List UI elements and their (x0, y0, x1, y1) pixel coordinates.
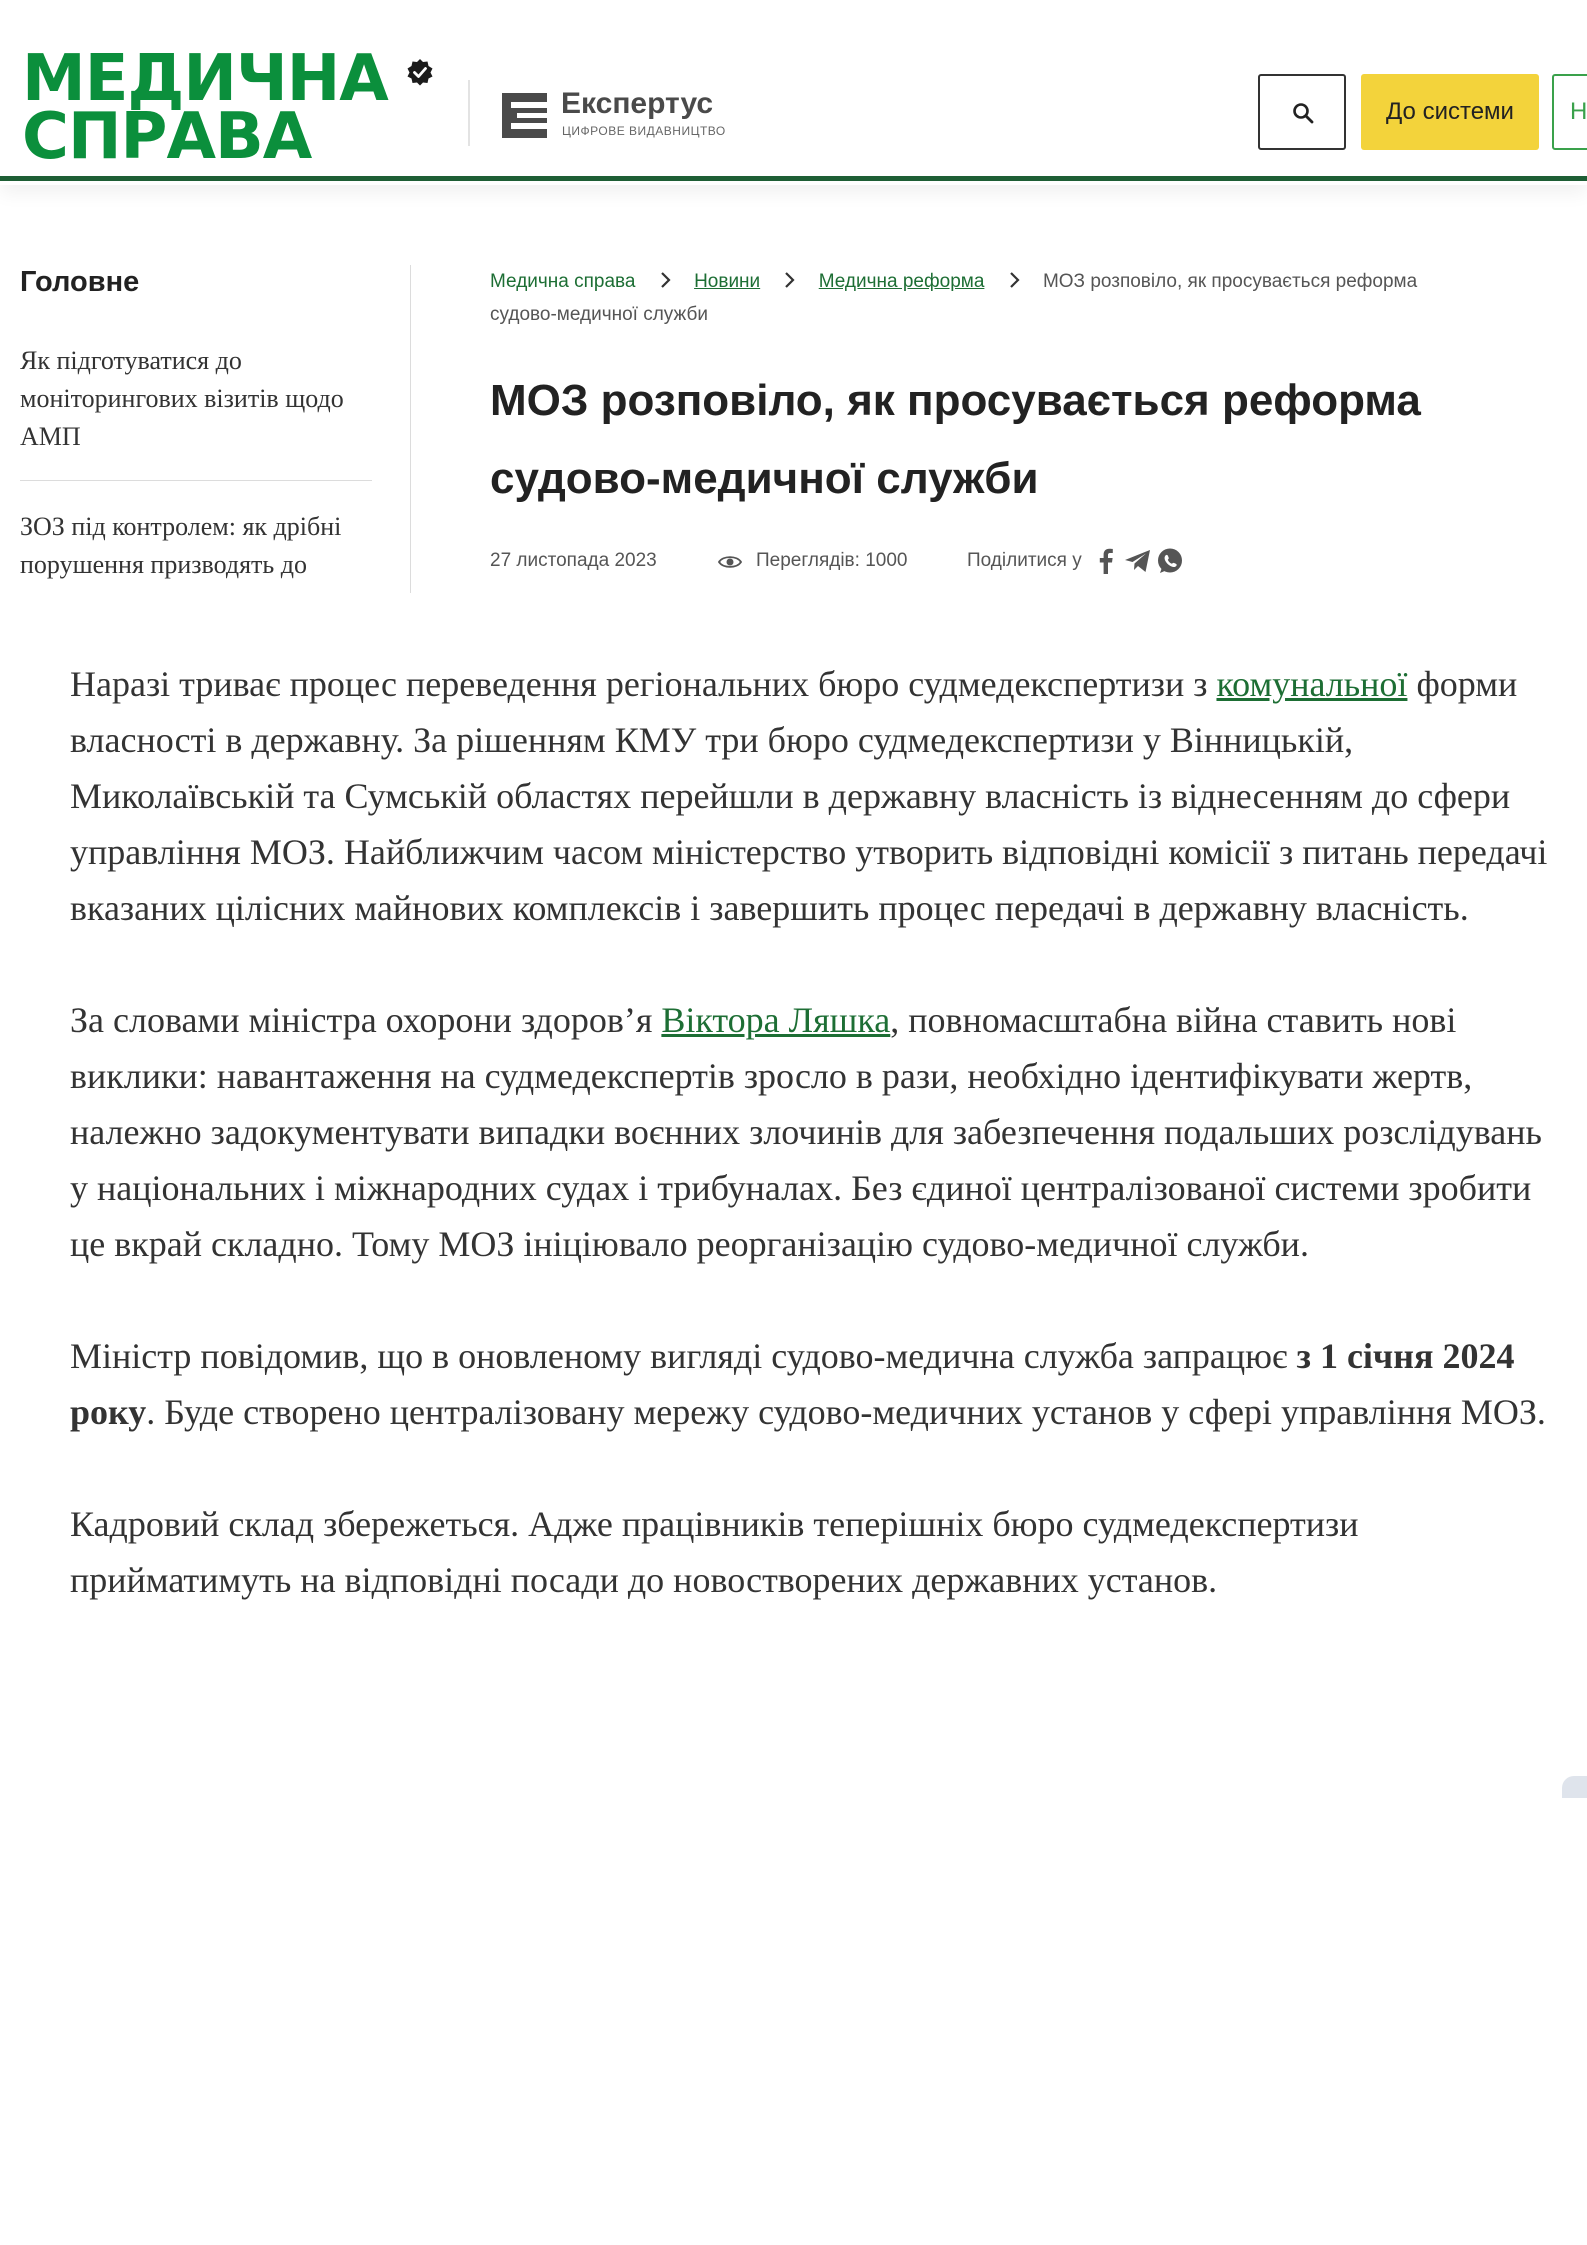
logo-line-2: СПРАВА (22, 100, 312, 174)
search-button[interactable] (1258, 74, 1346, 150)
paragraph-text: . Буде створено централізовану мережу судово-медичних установ у сфері управління МОЗ. (146, 1392, 1546, 1432)
paragraph-text: За словами міністра охорони здоров’я (70, 1000, 662, 1040)
link-komunalnoi[interactable]: комунальної (1216, 664, 1408, 704)
article-paragraph (70, 656, 1560, 936)
link-viktor-liashko[interactable]: Віктора Ляшка (661, 1000, 891, 1040)
breadcrumb-item-current: МОЗ розповіло, як просувається реформа судово-медичної служби (490, 271, 1418, 325)
breadcrumb-item-medical-reform[interactable]: Медична реформа (818, 271, 985, 292)
expertus-logo-icon[interactable] (502, 93, 547, 138)
publisher-subtitle: ЦИФРОВЕ ВИДАВНИЦТВО (562, 124, 726, 138)
sidebar-divider (20, 480, 372, 481)
article-paragraph (70, 992, 1560, 1272)
verified-icon (406, 58, 434, 86)
viber-icon[interactable] (1156, 547, 1184, 575)
sidebar-item[interactable]: Як підготуватися до моніторингових візитів щодо АМП (20, 346, 344, 451)
sidebar-vertical-divider (410, 265, 411, 593)
site-header (0, 0, 1587, 185)
telegram-icon[interactable] (1124, 548, 1152, 574)
views-count: Переглядів: 1000 (756, 550, 908, 571)
article-date: 27 листопада 2023 (490, 550, 657, 571)
header-divider (468, 80, 470, 146)
to-system-button[interactable]: До системи (1361, 74, 1539, 150)
bold-date: з 1 січня 2024 року (70, 1336, 1515, 1432)
article-paragraph: Кадровий склад збережеться. Адже працівників теперішніх бюро судмедекспертизи прийматимуть на відповідні посади до новостворених державних установ. (70, 1504, 1359, 1600)
sidebar-item[interactable]: ЗОЗ під контролем: як дрібні порушення призводять до (20, 512, 342, 579)
header-bottom-line (0, 176, 1587, 181)
page-title: МОЗ розповіло, як просувається реформа судово-медичної служби (490, 376, 1421, 503)
breadcrumb (490, 265, 1460, 331)
site-logo[interactable] (22, 42, 442, 174)
paragraph-text: Наразі триває процес переведення регіональних бюро судмедекспертизи з (70, 664, 1217, 704)
chevron-right-icon (1004, 272, 1026, 288)
share-label: Поділитися у (967, 550, 1082, 571)
article-body (70, 656, 1560, 1664)
partial-header-button[interactable]: Н (1552, 74, 1587, 150)
eye-icon (718, 553, 742, 571)
paragraph-text: форми власності в державну. За рішенням КМУ три бюро судмедекспертизи у Вінницькій, Миколаївській та Сумській областях перейшли в державну власність із віднесенням до сфери управління МОЗ. Найближчим часом міністерство утворить відповідні комісії з питань передачі вказаних цілісних майнових комплексів і завершить процес передачі в державну власність. (70, 664, 1548, 928)
facebook-icon[interactable] (1098, 547, 1114, 575)
paragraph-text: Міністр повідомив, що в оновленому вигляді судово-медична служба запрацює (70, 1336, 1297, 1376)
floating-side-tab[interactable] (1562, 1776, 1587, 1798)
article-paragraph (70, 1328, 1560, 1440)
logo-line-1: МЕДИЧНА (22, 42, 388, 116)
search-icon (1292, 102, 1314, 124)
breadcrumb-item-home[interactable]: Медична справа (490, 271, 636, 292)
chevron-right-icon (655, 272, 677, 288)
paragraph-text: , повномасштабна війна ставить нові виклики: навантаження на судмедекспертів зросло в рази, необхідно ідентифікувати жертв, належно задокументувати випадки воєнних злочинів для забезпечення подальших розслідувань у національних і міжнародних судах і трибуналах. Без єдиної централізованої системи зробити це вкрай складно. Тому МОЗ ініціювало реорганізацію судово-медичної служби. (70, 1000, 1542, 1264)
publisher-name[interactable]: Експертус (561, 87, 714, 120)
chevron-right-icon (779, 272, 801, 288)
breadcrumb-item-news[interactable]: Новини (694, 271, 761, 292)
sidebar-title: Головне (20, 266, 140, 298)
